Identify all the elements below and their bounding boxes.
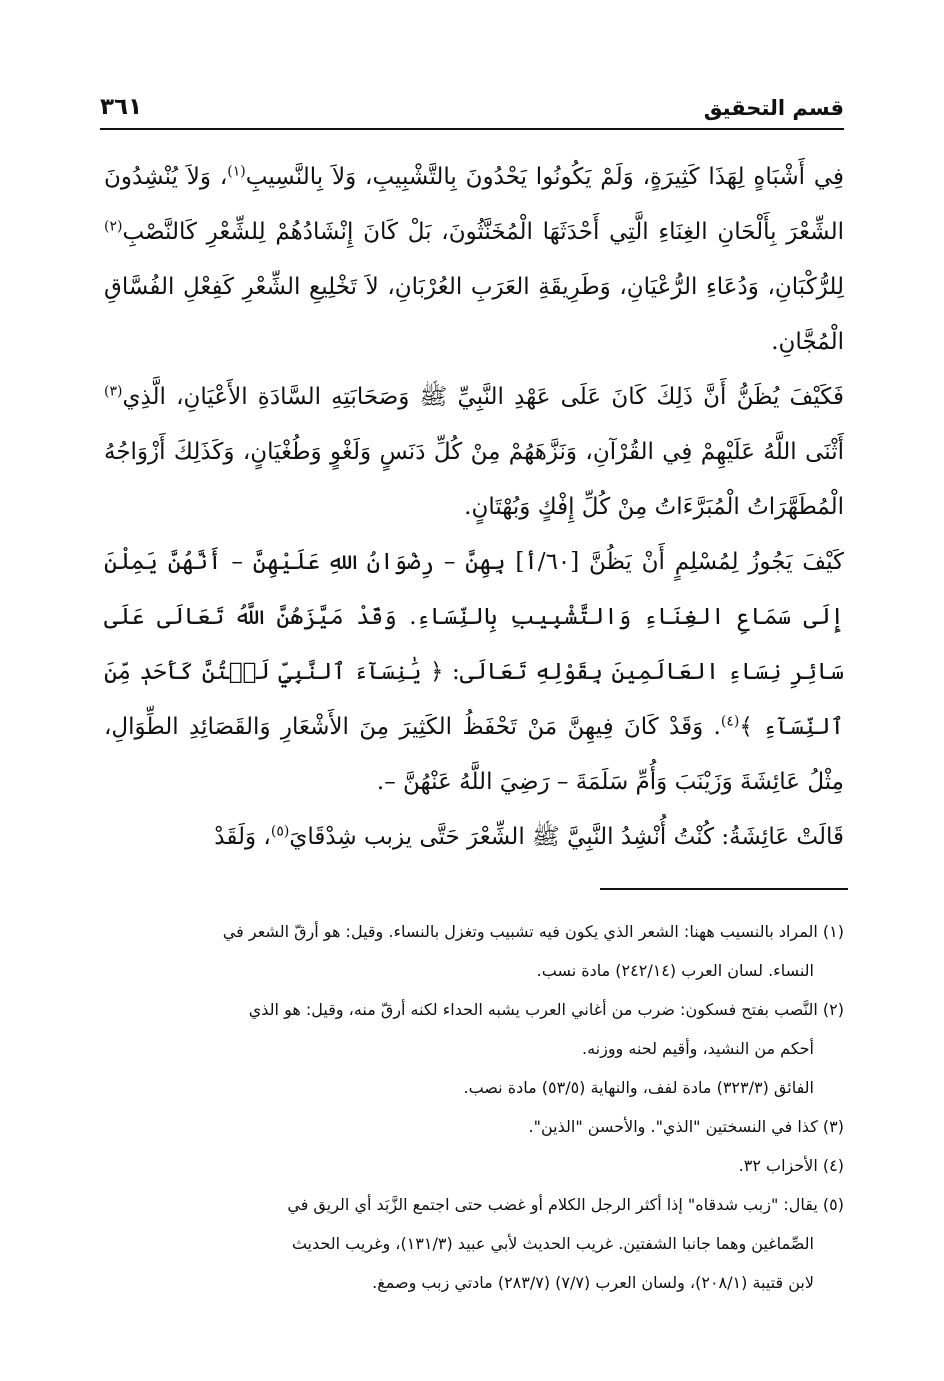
footnote-divider <box>600 888 848 890</box>
paragraph-2 <box>104 370 844 535</box>
paragraph-1-part-b: ، وَلاَ يُنْشِدُونَ الشِّعْرَ بِأَلْحَانِ الغِنَاءِ الَّتِي أَحْدَثَهَا الْمُخَنَّثُونَ، بَلْ كَانَ إِنْشَادُهُمْ لِلشِّعْرِ كَالنَّصْبِ <box>104 164 844 245</box>
main-text <box>104 150 844 865</box>
footnote-2-sources <box>104 1068 844 1107</box>
footnote-1 <box>104 912 844 951</box>
paragraph-3-part-a: كَيْفَ يَجُوزُ لِمُسْلِمٍ أَنْ يَظُنَّ [٦٠/أ] بِهِنَّ – رِضْوَانُ اللهِ عَلَيْهِنَّ – أَنَّهُنَّ يَمِلْنَ إِلَى سَمَاعِ الغِنَاءِ وَالتَّشْبِيبِ بِالنِّسَاءِ. وَقَدْ مَيَّزَهُنَّ اللَّهُ تَعَالَى عَلَى سَائِرِ نِسَاءِ العَالَمِينَ بِقَوْلِهِ تَعَالَى: ﴿ يَٰنِسَآءَ ٱلنَّبِيِّ لَسۡتُنَّ كَأَحَدٖ مِّنَ ٱلنِّسَآءِ ﴾ <box>104 549 844 740</box>
footnote-2-continued <box>104 1029 844 1068</box>
paragraph-4-part-b: ، وَلَقَدْ <box>214 824 271 850</box>
footnote-4 <box>104 1146 844 1185</box>
footnote-5-line-3: لابن قتيبة (٢٠٨/١)، ولسان العرب (٧/٧) (٢٨٣/٧) مادتي زبب وصمغ. <box>372 1273 814 1292</box>
footnote-5-line-1: (٥) يقال: "زبب شدقاه" إذا أكثر الرجل الكلام أو غضب حتى اجتمع الزَّبَد أي الريق في <box>287 1195 844 1214</box>
paragraph-1 <box>104 150 844 370</box>
footnote-1-line-2: النساء. لسان العرب (٢٤٢/١٤) مادة نسب. <box>536 961 814 980</box>
section-title: قسم التحقيق <box>703 96 844 120</box>
footnote-1-continued <box>104 951 844 990</box>
paragraph-2-part-a: فَكَيْفَ يُظَنُّ أَنَّ ذَلِكَ كَانَ عَلَى عَهْدِ النَّبِيِّ ﷺ وَصَحَابَتِهِ السَّادَةِ الأَعْيَانِ، الَّذِي <box>122 384 844 410</box>
footnote-ref-3[interactable]: (٣) <box>104 383 123 400</box>
header-divider <box>100 128 844 130</box>
footnote-ref-4[interactable]: (٤) <box>720 713 740 730</box>
footnote-5-sources <box>104 1263 844 1302</box>
footnote-5-line-2: الصِّماغين وهما جانبا الشفتين. غريب الحديث لأبي عبيد (١٣١/٣)، وغريب الحديث <box>291 1234 814 1253</box>
footnotes <box>104 912 844 1302</box>
footnote-2-line-3: الفائق (٣٢٣/٣) مادة لفف، والنهاية (٥٣/٥) مادة نصب. <box>463 1078 814 1097</box>
footnote-5 <box>104 1185 844 1224</box>
paragraph-1-part-a: فِي أَشْبَاهٍ لِهَذَا كَثِيرَةٍ، وَلَمْ يَكُونُوا يَحْدُونَ بِالتَّشْبِيبِ، وَلاَ بِالنَّسِيبِ <box>245 164 844 190</box>
footnote-2 <box>104 990 844 1029</box>
paragraph-1-part-c: لِلرُّكْبَانِ، وَدُعَاءِ الرُّعْيَانِ، وَطَرِيقَةِ العَرَبِ العُرْبَانِ، لاَ تَخْلِيعِ الشِّعْرِ كَفِعْلِ الفُسَّاقِ الْمُجَّانِ. <box>104 274 844 355</box>
page-number: ٣٦١ <box>100 94 143 120</box>
paragraph-3 <box>104 535 844 810</box>
footnote-ref-2[interactable]: (٢) <box>104 218 123 235</box>
footnote-ref-5[interactable]: (٥) <box>270 823 290 840</box>
paragraph-2-part-b: أَثْنَى اللَّهُ عَلَيْهِمْ فِي القُرْآنِ، وَنَزَّهَهُمْ مِنْ كُلِّ دَنَسٍ وَلَغْوٍ وَطُغْيَانٍ، وَكَذَلِكَ أَزْوَاجُهُ الْمُطَهَّرَاتُ الْمُبَرَّءَاتُ مِنْ كُلِّ إِفْكٍ وَبُهْتَانٍ. <box>104 439 844 520</box>
footnote-2-line-1: (٢) النَّصب بفتح فسكون: ضرب من أغاني العرب يشبه الحداء لكنه أرقّ منه، وقيل: هو الذي <box>248 1000 844 1019</box>
footnote-2-line-2: أحكم من النشيد، وأقيم لحنه ووزنه. <box>581 1039 814 1058</box>
footnote-4-text: (٤) الأحزاب ٣٢. <box>738 1156 844 1175</box>
paragraph-4-part-a: قَالَتْ عَائِشَةُ: كُنْتُ أُنْشِدُ النَّبِيَّ ﷺ الشِّعْرَ حَتَّى يزبب شِدْقَايَ <box>289 824 844 850</box>
footnote-3 <box>104 1107 844 1146</box>
running-header <box>100 92 844 126</box>
footnote-3-text: (٣) كذا في النسختين "الذي". والأحسن "الذين". <box>528 1117 844 1136</box>
footnote-1-line-1: (١) المراد بالنسيب ههنا: الشعر الذي يكون فيه تشبيب وتغزل بالنساء. وقيل: هو أرقّ الشعر في <box>222 922 844 941</box>
footnote-ref-1[interactable]: (١) <box>227 163 246 180</box>
paragraph-3-part-b: . وَقَدْ كَانَ فِيهِنَّ مَنْ تَحْفَظُ الكَثِيرَ مِنَ الأَشْعَارِ وَالقَصَائِدِ الطِّوَالِ، مِثْلُ عَائِشَةَ وَزَيْنَبَ وَأُمِّ سَلَمَةَ – رَضِيَ اللَّهُ عَنْهُنَّ –. <box>104 714 844 795</box>
footnote-5-continued <box>104 1224 844 1263</box>
paragraph-4 <box>104 810 844 865</box>
